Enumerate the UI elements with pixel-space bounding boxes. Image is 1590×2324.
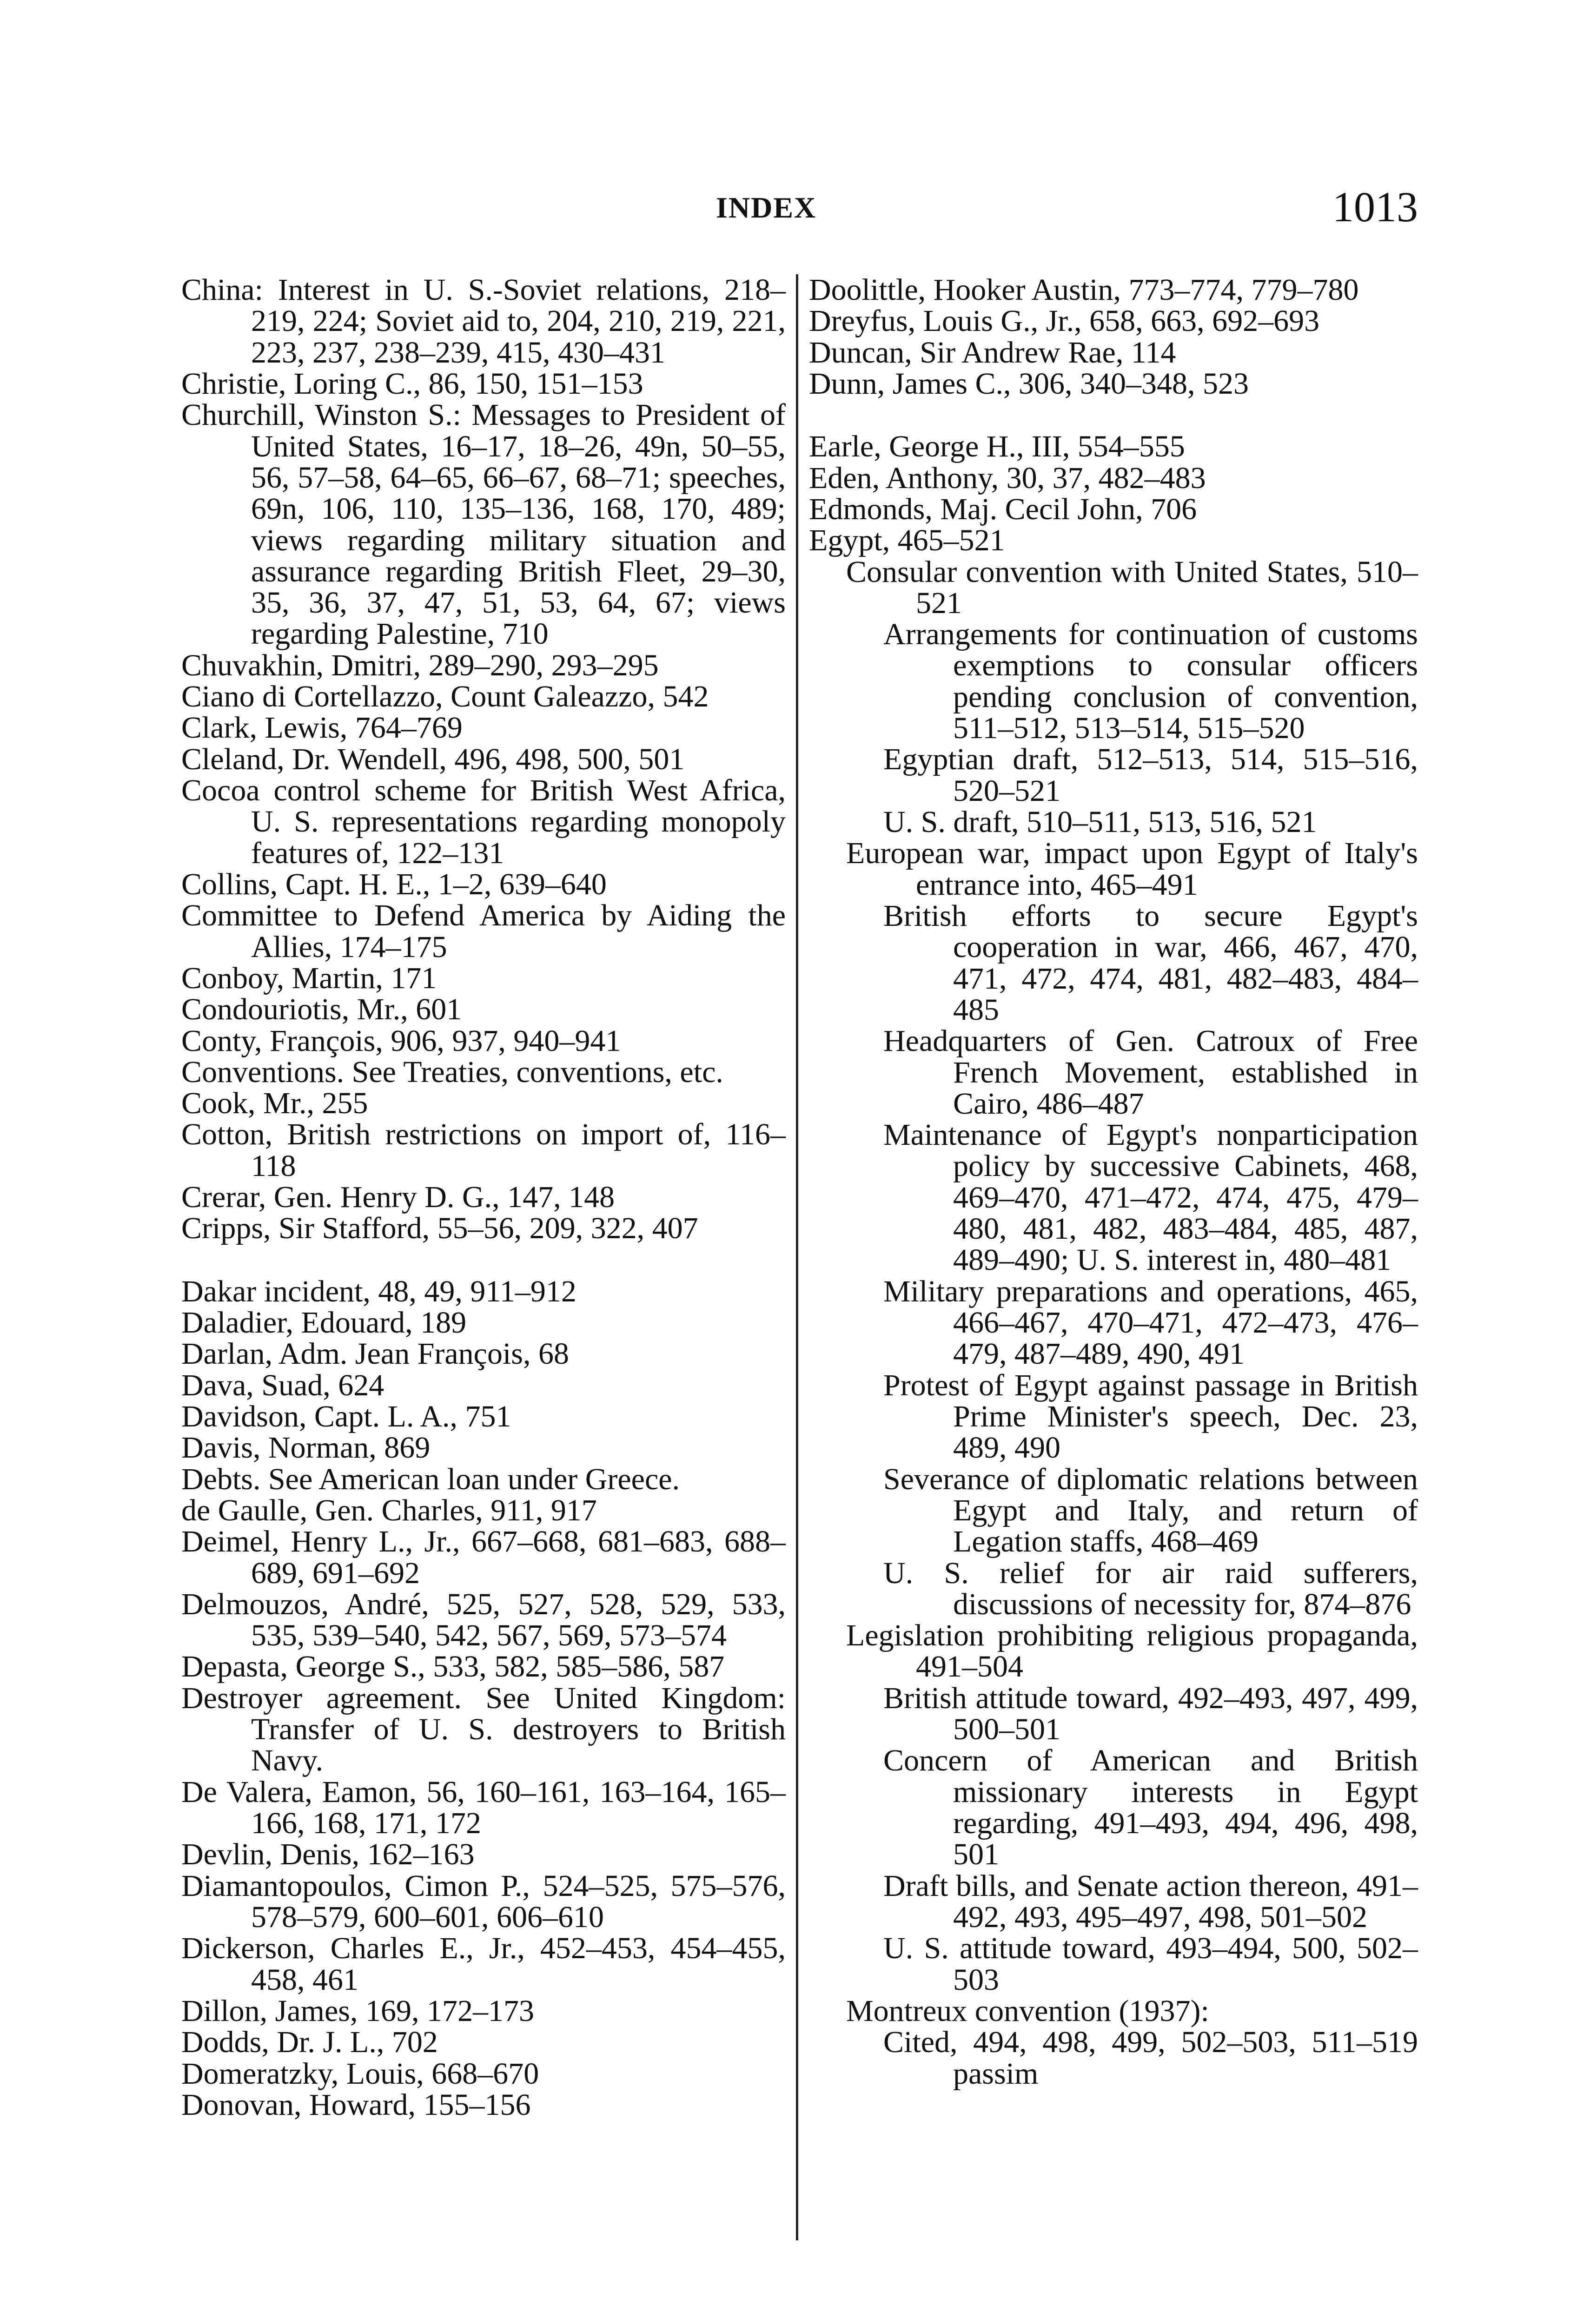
index-subentry: Severance of diplomatic relations between Egypt and Italy, and return of Legation staffs, 468–469 — [883, 1462, 1418, 1559]
letter-group-gap — [809, 399, 1418, 431]
index-subentry: Military preparations and operations, 465, 466–467, 470–471, 472–473, 476–479, 487–489, 490, 491 — [883, 1274, 1418, 1371]
index-entry: Eden, Anthony, 30, 37, 482–483 — [809, 461, 1206, 495]
index-subentry: U. S. attitude toward, 493–494, 500, 502–503 — [883, 1931, 1418, 1997]
page-header — [181, 183, 1418, 251]
index-entry: Dava, Suad, 624 — [181, 1368, 384, 1402]
index-subentry: European war, impact upon Egypt of Italy's entrance into, 465–491 — [846, 836, 1418, 902]
index-subentry: U. S. draft, 510–511, 513, 516, 521 — [883, 805, 1317, 839]
index-entry: Collins, Capt. H. E., 1–2, 639–640 — [181, 867, 607, 901]
index-entry: Cook, Mr., 255 — [181, 1086, 368, 1121]
index-subentry: U. S. relief for air raid sufferers, discussions of necessity for, 874–876 — [883, 1556, 1418, 1621]
index-subentry: Maintenance of Egypt's nonparticipation policy by successive Cabinets, 468, 469–470, 471–472, 474, 475, 479–480, 481, 482, 483–484, 485, 487, 489–490; U. S. interest in, 480–481 — [883, 1118, 1418, 1277]
index-entry: Darlan, Adm. Jean François, 68 — [181, 1337, 569, 1371]
index-entry: Cotton, British restrictions on import of, 116–118 — [181, 1117, 786, 1183]
index-entry: Devlin, Denis, 162–163 — [181, 1837, 475, 1872]
index-subentry: Legislation prohibiting religious propaganda, 491–504 — [846, 1618, 1418, 1684]
index-entry: Dillon, James, 169, 172–173 — [181, 1994, 534, 2028]
index-subentry: Draft bills, and Senate action thereon, 491–492, 493, 495–497, 498, 501–502 — [883, 1868, 1418, 1934]
index-entry: Crerar, Gen. Henry D. G., 147, 148 — [181, 1180, 615, 1215]
index-entry: Debts. See American loan under Greece. — [181, 1462, 680, 1496]
letter-group-gap — [181, 1244, 786, 1276]
index-entry: Chuvakhin, Dmitri, 289–290, 293–295 — [181, 648, 659, 682]
index-entry: Delmouzos, André, 525, 527, 528, 529, 533, 535, 539–540, 542, 567, 569, 573–574 — [181, 1587, 786, 1653]
index-entry: Dodds, Dr. J. L., 702 — [181, 2025, 438, 2060]
index-entry: de Gaulle, Gen. Charles, 911, 917 — [181, 1493, 597, 1527]
index-entry: Donovan, Howard, 155–156 — [181, 2087, 531, 2122]
index-entry: De Valera, Eamon, 56, 160–161, 163–164, 165–166, 168, 171, 172 — [181, 1775, 786, 1840]
index-entry: Edmonds, Maj. Cecil John, 706 — [809, 492, 1197, 526]
left-column — [181, 274, 786, 2120]
index-entry: Churchill, Winston S.: Messages to President of United States, 16–17, 18–26, 49n, 50–55, 56, 57–58, 64–65, 66–67, 68–71; speeches, 69n, 106, 110, 135–136, 168, 170, 489; views regarding military situation and assurance regarding British Fleet, 29–30, 35, 36, 37, 47, 51, 53, 64, 67; views regarding Palestine, 710 — [181, 398, 786, 651]
index-entry: Egypt, 465–521 — [809, 523, 1005, 558]
index-entry: Christie, Loring C., 86, 150, 151–153 — [181, 366, 643, 401]
index-entry: Dunn, James C., 306, 340–348, 523 — [809, 366, 1249, 401]
index-entry: Doolittle, Hooker Austin, 773–774, 779–780 — [809, 273, 1359, 307]
index-subentry: British attitude toward, 492–493, 497, 499, 500–501 — [883, 1681, 1418, 1747]
index-entry: Diamantopoulos, Cimon P., 524–525, 575–576, 578–579, 600–601, 606–610 — [181, 1868, 786, 1934]
index-entry: Dakar incident, 48, 49, 911–912 — [181, 1274, 576, 1308]
index-entry: Clark, Lewis, 764–769 — [181, 711, 463, 745]
index-entry: Deimel, Henry L., Jr., 667–668, 681–683, 688–689, 691–692 — [181, 1525, 786, 1590]
index-entry: Conty, François, 906, 937, 940–941 — [181, 1023, 621, 1058]
index-entry: Dreyfus, Louis G., Jr., 658, 663, 692–693 — [809, 304, 1320, 338]
index-subentry: Headquarters of Gen. Catroux of Free French Movement, established in Cairo, 486–487 — [883, 1024, 1418, 1121]
index-subentry: Arrangements for continuation of customs exemptions to consular officers pending conclusion of convention, 511–512, 513–514, 515–520 — [883, 617, 1418, 746]
index-entry: Cocoa control scheme for British West Africa, U. S. representations regarding monopoly features of, 122–131 — [181, 773, 786, 870]
page-number: 1013 — [1332, 183, 1418, 231]
index-entry: Dickerson, Charles E., Jr., 452–453, 454–455, 458, 461 — [181, 1931, 786, 1997]
index-entry: Domeratzky, Louis, 668–670 — [181, 2056, 539, 2091]
index-entry: Daladier, Edouard, 189 — [181, 1306, 467, 1340]
index-entry: China: Interest in U. S.-Soviet relations, 218–219, 224; Soviet aid to, 204, 210, 219, 221, 223, 237, 238–239, 415, 430–431 — [181, 273, 786, 370]
index-entry: Conboy, Martin, 171 — [181, 961, 437, 995]
index-subentry: Cited, 494, 498, 499, 502–503, 511–519 passim — [883, 2025, 1418, 2091]
index-subentry: Protest of Egypt against passage in British Prime Minister's speech, Dec. 23, 489, 490 — [883, 1368, 1418, 1465]
column-divider — [796, 274, 798, 2240]
index-entry: Condouriotis, Mr., 601 — [181, 992, 462, 1027]
running-title: INDEX — [716, 191, 817, 224]
index-subentry: Consular convention with United States, 510–521 — [846, 555, 1418, 620]
index-entry: Committee to Defend America by Aiding the Allies, 174–175 — [181, 898, 786, 964]
index-entry: Davis, Norman, 869 — [181, 1431, 431, 1465]
index-subentry: Egyptian draft, 512–513, 514, 515–516, 520–521 — [883, 742, 1418, 808]
index-entry: Duncan, Sir Andrew Rae, 114 — [809, 335, 1176, 370]
index-entry: Cleland, Dr. Wendell, 496, 498, 500, 501 — [181, 742, 685, 776]
index-subentry: Concern of American and British missionary interests in Egypt regarding, 491–493, 494, 496, 498, 501 — [883, 1743, 1418, 1872]
index-subentry: British efforts to secure Egypt's cooperation in war, 466, 467, 470, 471, 472, 474, 481, 482–483, 484–485 — [883, 898, 1418, 1027]
index-entry: Ciano di Cortellazzo, Count Galeazzo, 542 — [181, 680, 709, 714]
right-column — [809, 274, 1418, 2089]
index-entry: Cripps, Sir Stafford, 55–56, 209, 322, 407 — [181, 1211, 698, 1246]
index-entry: Earle, George H., III, 554–555 — [809, 429, 1185, 464]
index-entry: Davidson, Capt. L. A., 751 — [181, 1399, 511, 1433]
index-entry: Conventions. See Treaties, conventions, etc. — [181, 1055, 723, 1089]
index-subentry: Montreux convention (1937): — [846, 1994, 1209, 2028]
index-entry: Depasta, George S., 533, 582, 585–586, 587 — [181, 1650, 725, 1684]
index-entry: Destroyer agreement. See United Kingdom: Transfer of U. S. destroyers to British Navy. — [181, 1681, 786, 1778]
